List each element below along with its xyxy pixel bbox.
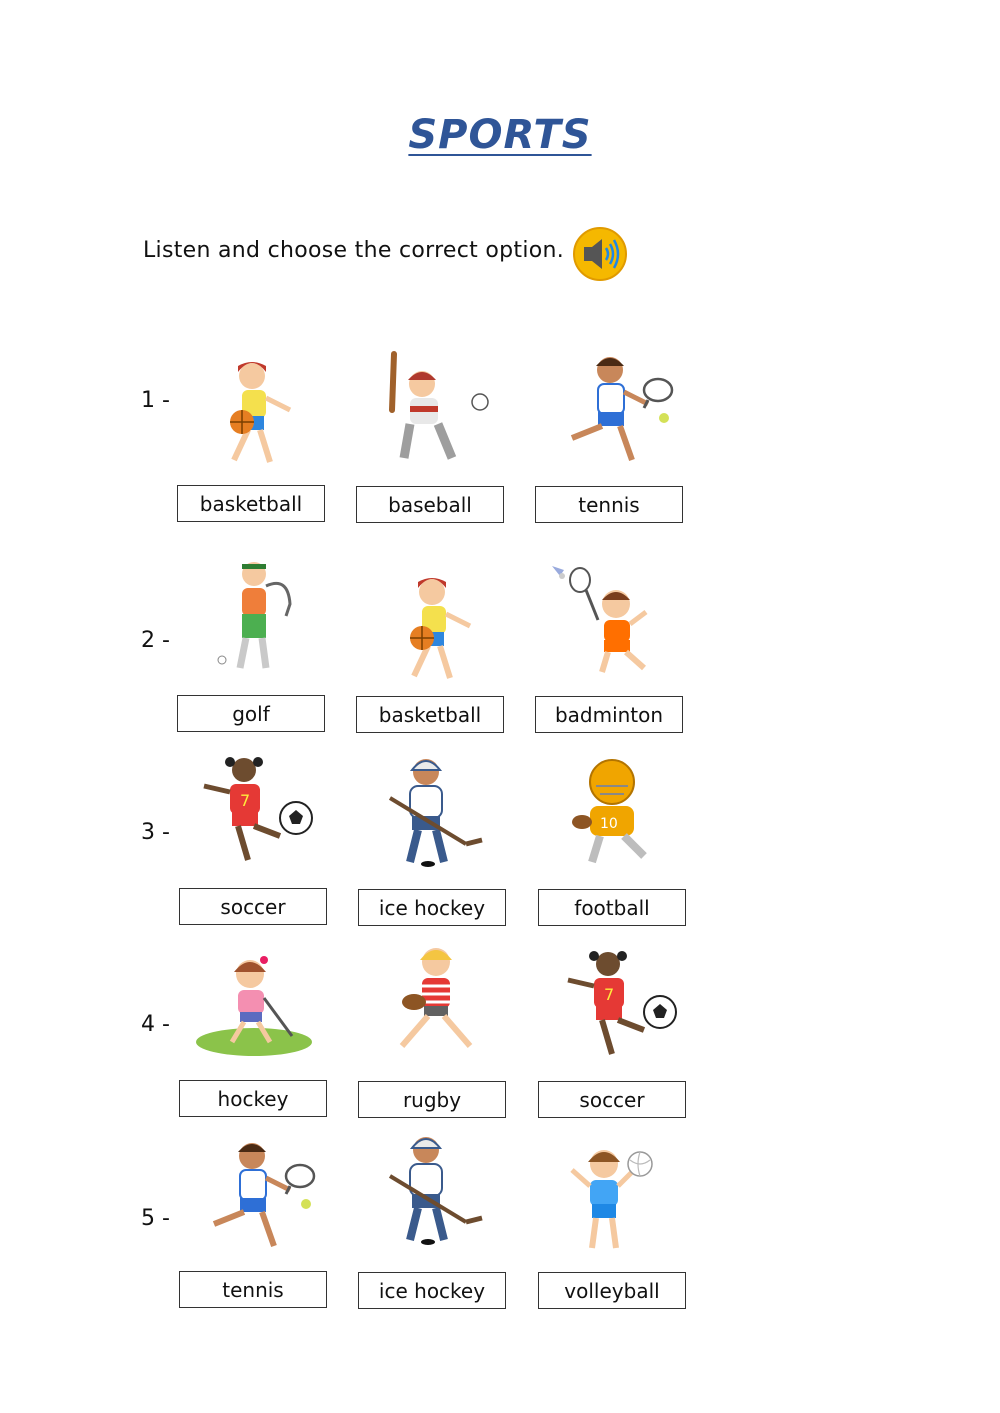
basketball-player-icon [190,352,320,472]
field-hockey-player-icon [192,946,322,1066]
svg-text:7: 7 [604,985,615,1004]
tennis-player-icon [548,350,678,470]
answer-option[interactable]: football [538,889,686,926]
soccer-player-icon [192,752,322,872]
badminton-player-icon [540,560,670,680]
rugby-player-icon [370,940,500,1060]
ice-hockey-player-icon [370,752,500,872]
answer-option[interactable]: badminton [535,696,683,733]
answer-option[interactable]: golf [177,695,325,732]
question-number: 5 - [141,1206,170,1231]
football-player-icon [548,752,678,872]
page-title: SPORTS [408,112,592,158]
tennis-player-icon [190,1136,320,1256]
question-number: 1 - [141,388,170,413]
answer-option[interactable]: tennis [535,486,683,523]
baseball-player-icon [370,350,500,470]
answer-option[interactable]: rugby [358,1081,506,1118]
volleyball-player-icon [548,1140,678,1260]
svg-text:10: 10 [600,816,618,832]
answer-option[interactable]: soccer [538,1081,686,1118]
question-number: 2 - [141,628,170,653]
answer-option[interactable]: baseball [356,486,504,523]
answer-option[interactable]: ice hockey [358,1272,506,1309]
soccer-player-icon [556,946,686,1066]
answer-option[interactable]: ice hockey [358,889,506,926]
question-number: 4 - [141,1012,170,1037]
answer-option[interactable]: soccer [179,888,327,925]
svg-text:7: 7 [240,791,251,810]
answer-option[interactable]: hockey [179,1080,327,1117]
question-number: 3 - [141,820,170,845]
answer-option[interactable]: tennis [179,1271,327,1308]
basketball-player-icon [370,568,500,688]
answer-option[interactable]: basketball [356,696,504,733]
speaker-icon[interactable] [572,226,628,282]
answer-option[interactable]: basketball [177,485,325,522]
golf-player-icon [190,556,320,676]
answer-option[interactable]: volleyball [538,1272,686,1309]
ice-hockey-player-icon [370,1130,500,1250]
instruction-text: Listen and choose the correct option. [143,238,565,263]
